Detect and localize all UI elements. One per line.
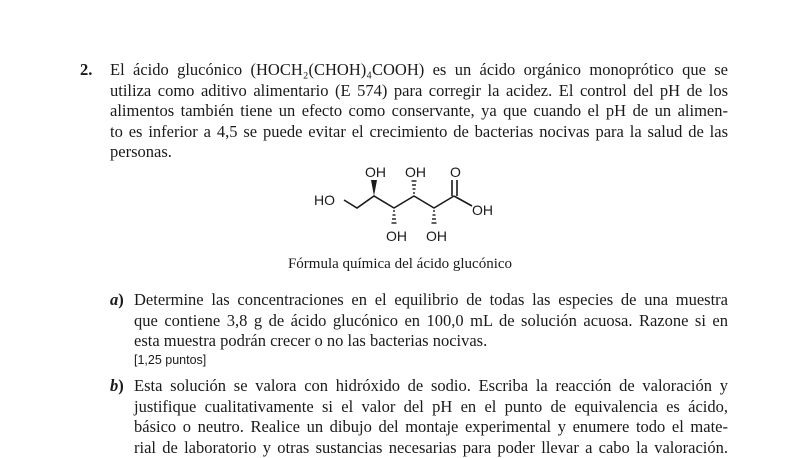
- oh-label: OH: [365, 164, 386, 180]
- wedge-bond: [371, 180, 377, 196]
- item-line: Esta solución se valora con hidróxido de sodio. Escriba la reacción de valoración y: [134, 376, 728, 397]
- item-paren: ): [118, 376, 124, 395]
- item-line: básico o neutro. Realice un dibujo del montaje experimental y enumere todo el mate-: [134, 417, 728, 438]
- item-line: que contiene 3,8 g de ácido glucónico en 100,0 mL de solución acuosa. Razone si en: [134, 311, 728, 332]
- item-line: rial de laboratorio y otras sustancias necesarias para poder llevar a cabo la valoración.: [134, 438, 728, 458]
- intro-line: El ácido glucónico (HOCH₂(CHOH)₄COOH) es un ácido orgánico monoprótico que se: [110, 60, 728, 81]
- acid-oh-bond: [454, 196, 472, 206]
- item-b-label: [110, 376, 124, 396]
- question-number: 2.: [80, 60, 92, 80]
- oh-label: OH: [386, 228, 407, 244]
- item-line: esta muestra podrán crecer o no las bacterias nocivas.: [134, 331, 728, 352]
- intro-line: alimentos también tiene un efecto como conservante, ya que cuando el pH de un alimen-: [110, 101, 728, 122]
- hashed-bond-down-2: [432, 211, 437, 223]
- question-intro: [110, 60, 728, 163]
- points-label: [1,25 puntos]: [134, 353, 206, 367]
- hashed-bond-down: [392, 211, 397, 223]
- item-letter: a: [110, 290, 118, 309]
- item-line: Determine las concentraciones en el equilibrio de todas las especies de una muestra: [134, 290, 728, 311]
- figure-caption: Fórmula química del ácido glucónico: [0, 256, 800, 273]
- intro-line: personas.: [110, 142, 728, 163]
- item-paren: ): [118, 290, 124, 309]
- item-b-text: [134, 376, 728, 458]
- ho-label: HO: [314, 192, 335, 208]
- oh-label: OH: [405, 164, 426, 180]
- item-line: justifique cualitativamente si el valor del pH en el punto de equivalencia es ácido,: [134, 397, 728, 418]
- acid-oh-label: OH: [472, 202, 493, 218]
- item-a-label: [110, 290, 124, 310]
- carbonyl-o-label: O: [450, 164, 461, 180]
- hashed-bond-up: [412, 181, 417, 193]
- intro-line: to es inferior a 4,5 se puede evitar el crecimiento de bacterias nocivas para la salud de las: [110, 122, 728, 143]
- oh-label: OH: [426, 228, 447, 244]
- item-letter: b: [110, 376, 118, 395]
- carbon-backbone: [344, 196, 454, 208]
- item-a-text: [134, 290, 728, 352]
- gluconic-acid-structure: [300, 162, 510, 252]
- intro-line: utiliza como aditivo alimentario (E 574) para corregir la acidez. El control del pH de los: [110, 81, 728, 102]
